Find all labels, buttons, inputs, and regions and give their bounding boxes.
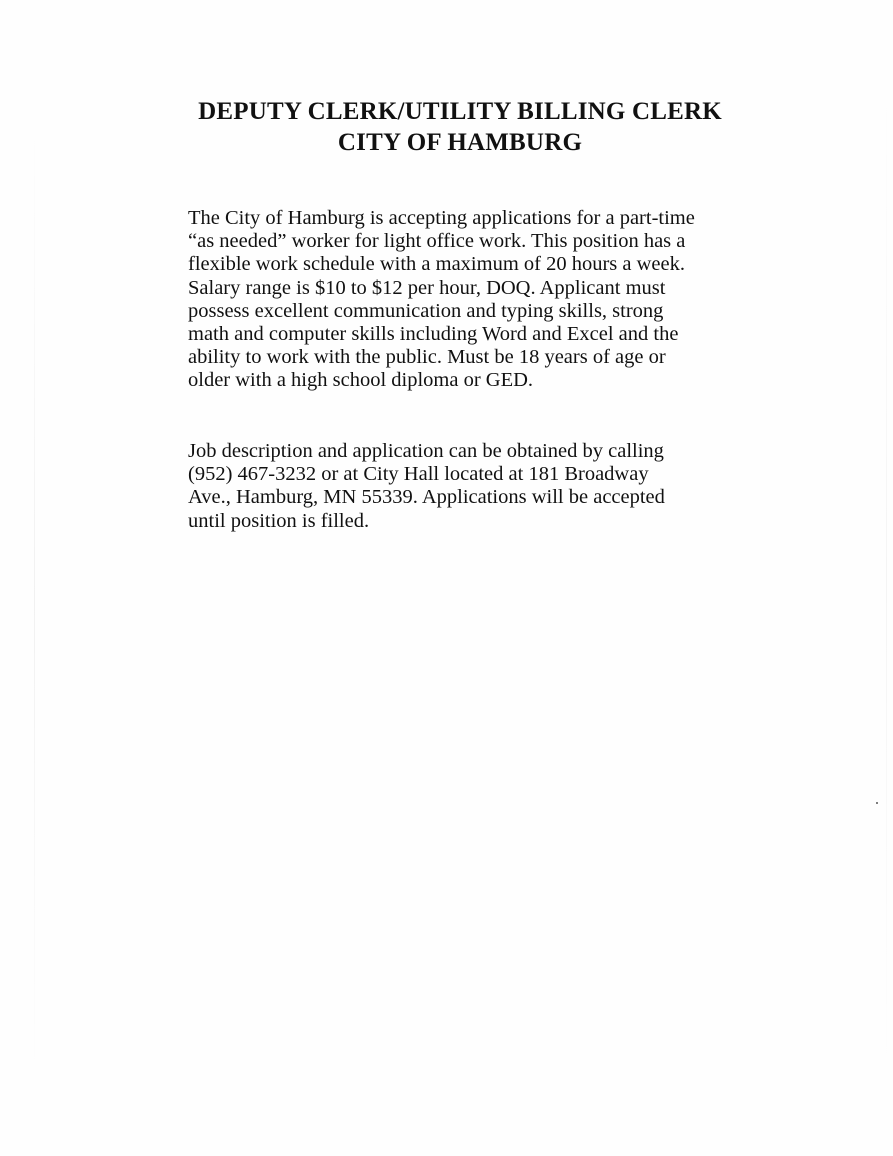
title-line-city: CITY OF HAMBURG (337, 129, 583, 156)
paragraph-line: Salary range is $10 to $12 per hour, DOQ. Applicant must (188, 276, 666, 299)
document-title (150, 96, 770, 158)
paragraph-line: until position is filled. (188, 509, 370, 532)
paragraph-line: Ave., Hamburg, MN 55339. Applications will be accepted (188, 486, 665, 509)
paragraph-application-info (188, 440, 748, 533)
paragraph-line: math and computer skills including Word and Excel and the (188, 323, 679, 346)
paragraph-line: “as needed” worker for light office work. This position has a (188, 230, 686, 253)
paragraph-job-overview (188, 207, 748, 393)
paragraph-line: (952) 467-3232 or at City Hall located at 181 Broadway (188, 463, 649, 486)
paragraph-line: flexible work schedule with a maximum of 20 hours a week. (188, 253, 685, 276)
title-line-position: DEPUTY CLERK/UTILITY BILLING CLERK (198, 98, 722, 125)
paragraph-line: possess excellent communication and typing skills, strong (188, 299, 664, 322)
scan-shadow-left (34, 120, 35, 1080)
paragraph-line: ability to work with the public. Must be 18 years of age or (188, 346, 666, 369)
paragraph-line: older with a high school diploma or GED. (188, 369, 534, 392)
paragraph-line: Job description and application can be obtained by calling (188, 440, 664, 462)
paragraph-line: The City of Hamburg is accepting applications for a part-time (188, 207, 695, 229)
scan-speck (876, 802, 878, 804)
scan-shadow-right (886, 80, 887, 1080)
